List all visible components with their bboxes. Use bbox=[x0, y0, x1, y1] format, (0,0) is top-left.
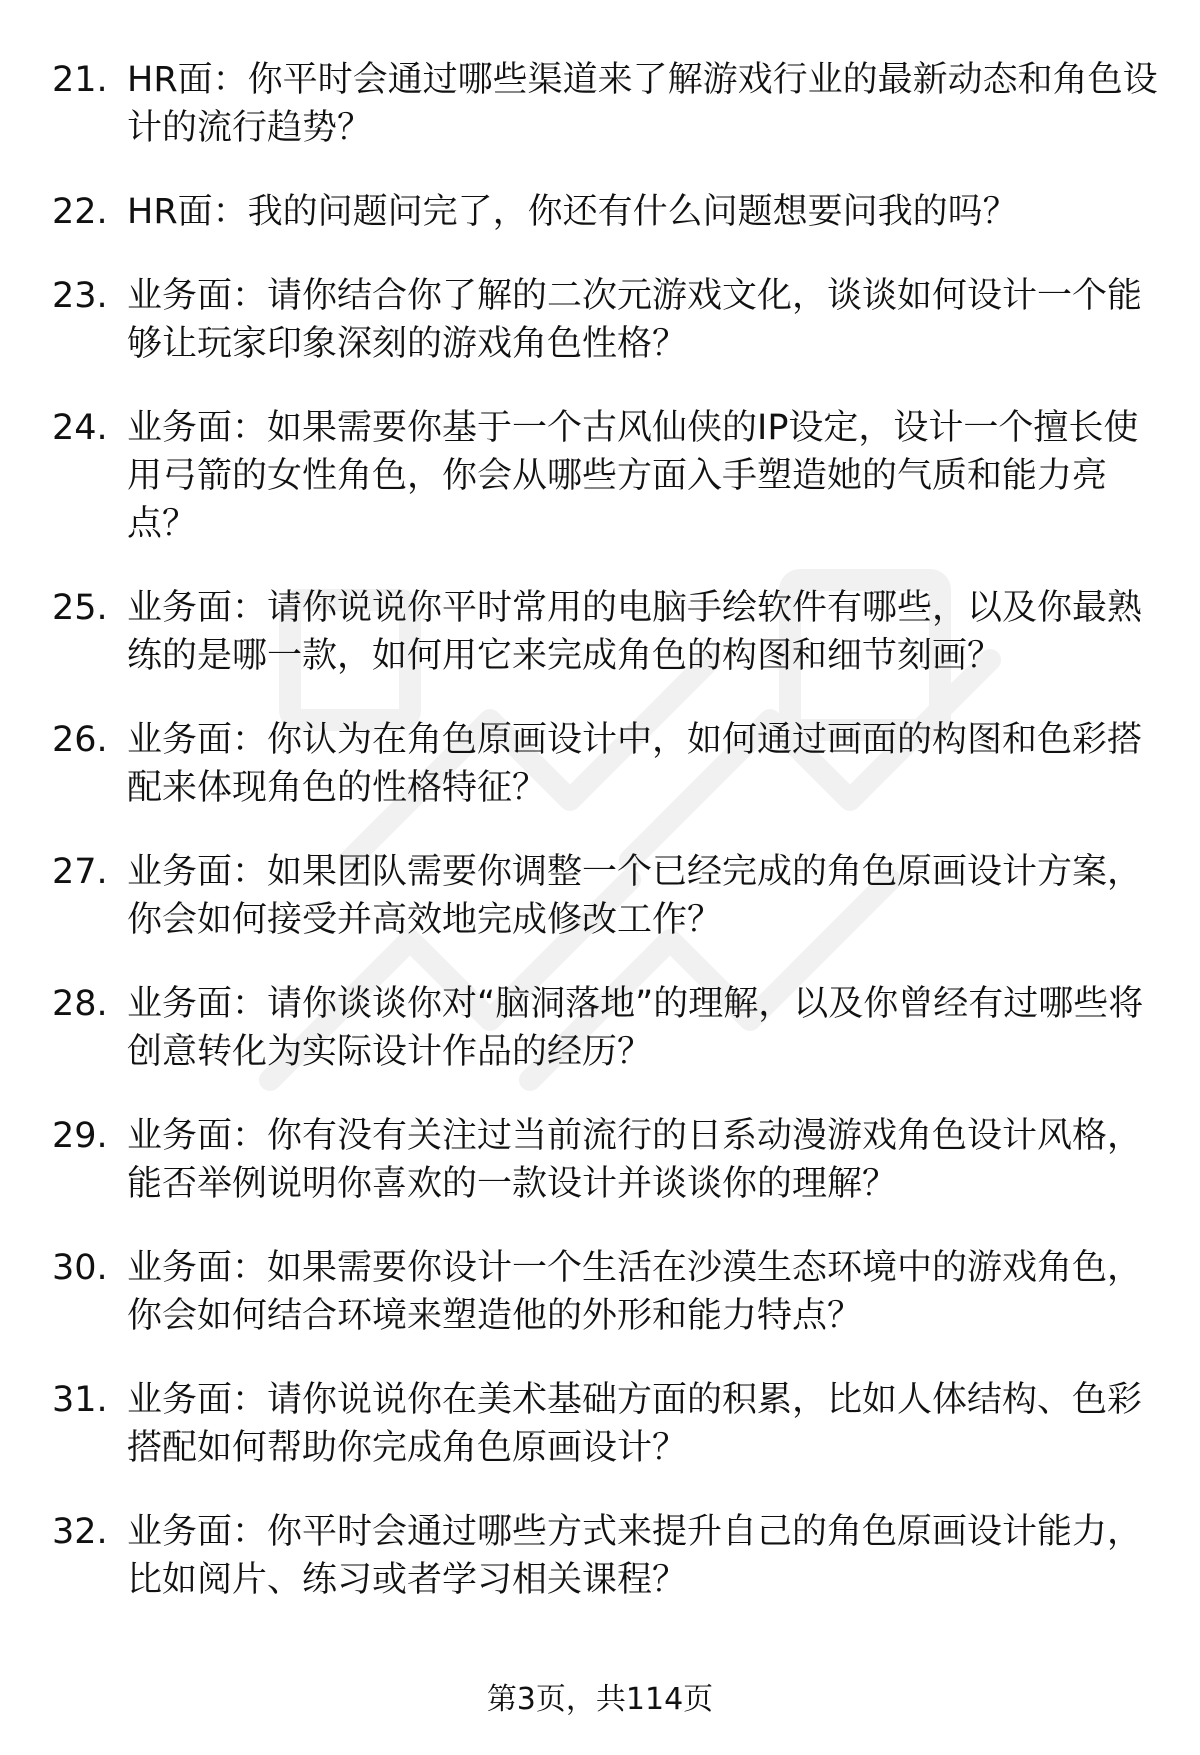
question-text: 业务面：如果需要你基于一个古风仙侠的IP设定，设计一个擅长使用弓箭的女性角色，你会从哪些方面入手塑造她的气质和能力亮点？ bbox=[127, 408, 1139, 544]
question-number: 25. bbox=[52, 588, 108, 628]
question-number: 21. bbox=[52, 60, 108, 100]
page-number-text: 第3页，共114页 bbox=[486, 1682, 714, 1717]
page-footer bbox=[0, 1680, 1200, 1720]
question-number: 32. bbox=[52, 1512, 108, 1552]
question-item-29 bbox=[52, 1112, 1162, 1208]
question-item-31 bbox=[52, 1376, 1162, 1472]
question-item-24 bbox=[52, 404, 1162, 548]
question-text: 业务面：请你说说你平时常用的电脑手绘软件有哪些，以及你最熟练的是哪一款，如何用它来完成角色的构图和细节刻画？ bbox=[127, 588, 1143, 676]
question-number: 26. bbox=[52, 720, 108, 760]
question-list bbox=[52, 56, 1162, 1640]
question-text: 业务面：请你说说你在美术基础方面的积累，比如人体结构、色彩搭配如何帮助你完成角色原画设计？ bbox=[127, 1380, 1143, 1468]
question-item-27 bbox=[52, 848, 1162, 944]
question-number: 31. bbox=[52, 1380, 108, 1420]
question-number: 22. bbox=[52, 192, 108, 232]
question-text: 业务面：请你谈谈你对“脑洞落地”的理解，以及你曾经有过哪些将创意转化为实际设计作品的经历？ bbox=[127, 984, 1144, 1072]
question-number: 23. bbox=[52, 276, 108, 316]
question-item-23 bbox=[52, 272, 1162, 368]
question-text: 业务面：你平时会通过哪些方式来提升自己的角色原画设计能力，比如阅片、练习或者学习相关课程？ bbox=[127, 1512, 1143, 1600]
question-text: HR面：我的问题问完了，你还有什么问题想要问我的吗？ bbox=[127, 192, 1018, 232]
question-text: 业务面：如果团队需要你调整一个已经完成的角色原画设计方案，你会如何接受并高效地完成修改工作？ bbox=[127, 852, 1143, 940]
question-item-22 bbox=[52, 188, 1162, 236]
question-item-25 bbox=[52, 584, 1162, 680]
question-number: 24. bbox=[52, 408, 108, 448]
question-item-28 bbox=[52, 980, 1162, 1076]
question-number: 27. bbox=[52, 852, 108, 892]
question-text: HR面：你平时会通过哪些渠道来了解游戏行业的最新动态和角色设计的流行趋势？ bbox=[127, 60, 1158, 148]
question-text: 业务面：你有没有关注过当前流行的日系动漫游戏角色设计风格，能否举例说明你喜欢的一款设计并谈谈你的理解？ bbox=[127, 1116, 1143, 1204]
question-item-26 bbox=[52, 716, 1162, 812]
question-item-21 bbox=[52, 56, 1162, 152]
question-item-30 bbox=[52, 1244, 1162, 1340]
question-text: 业务面：请你结合你了解的二次元游戏文化，谈谈如何设计一个能够让玩家印象深刻的游戏角色性格？ bbox=[127, 276, 1143, 364]
question-text: 业务面：如果需要你设计一个生活在沙漠生态环境中的游戏角色，你会如何结合环境来塑造他的外形和能力特点？ bbox=[127, 1248, 1143, 1336]
question-number: 28. bbox=[52, 984, 108, 1024]
question-text: 业务面：你认为在角色原画设计中，如何通过画面的构图和色彩搭配来体现角色的性格特征？ bbox=[127, 720, 1143, 808]
question-number: 30. bbox=[52, 1248, 108, 1288]
question-number: 29. bbox=[52, 1116, 108, 1156]
question-item-32 bbox=[52, 1508, 1162, 1604]
